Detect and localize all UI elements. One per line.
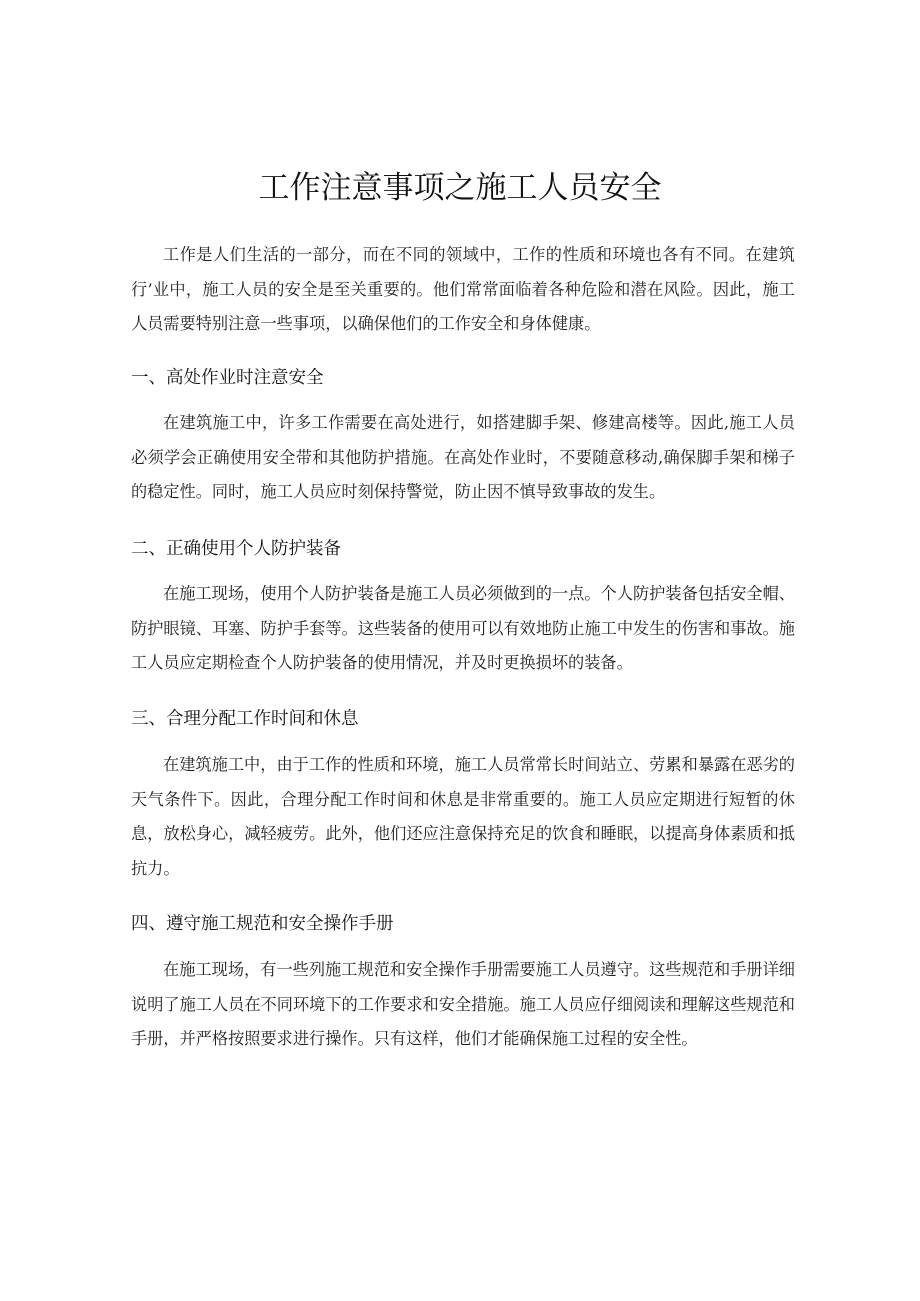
section-2-body: 在施工现场，使用个人防护装备是施工人员必须做到的一点。个人防护装备包括安全帽、防护眼镜、耳塞、防护手套等。这些装备的使用可以有效地防止施工中发生的伤害和事故。施工人员应定期检查个人防护装备的使用情况，并及时更换损坏的装备。	[131, 584, 795, 672]
section-4-body: 在施工现场，有一些列施工规范和安全操作手册需要施工人员遵守。这些规范和手册详细说明了施工人员在不同环境下的工作要求和安全措施。施工人员应仔细阅读和理解这些规范和手册，并严格按照要求进行操作。只有这样，他们才能确保施工过程的安全性。	[131, 960, 795, 1048]
section-1-body: 在建筑施工中，许多工作需要在高处进行，如搭建脚手架、修建高楼等。因此,施工人员必须学会正确使用安全带和其他防护措施。在高处作业时，不要随意移动,确保脚手架和梯子的稳定性。同时，施工人员应时刻保持警觉，防止因不慎导致事故的发生。	[131, 413, 795, 501]
section-2-heading: 二、正确使用个人防护装备	[131, 539, 341, 559]
document-title: 工作注意事项之施工人员安全	[258, 170, 662, 206]
section-3-body: 在建筑施工中，由于工作的性质和环境，施工人员常常长时间站立、劳累和暴露在恶劣的天气条件下。因此，合理分配工作时间和休息是非常重要的。施工人员应定期进行短暂的休息，放松身心，减轻疲劳。此外，他们还应注意保持充足的饮食和睡眠，以提高身体素质和抵抗力。	[131, 755, 795, 878]
section-4-heading: 四、遵守施工规范和安全操作手册	[131, 914, 394, 934]
section-3-heading: 三、合理分配工作时间和休息	[131, 709, 359, 729]
section-1-heading: 一、高处作业时注意安全	[131, 368, 324, 388]
intro-paragraph: 工作是人们生活的一部分，而在不同的领域中，工作的性质和环境也各有不同。在建筑行’业中，施工人员的安全是至关重要的。他们常常面临着各种危险和潜在风险。因此，施工人员需要特别注意一些事项，以确保他们的工作安全和身体健康。	[131, 245, 795, 333]
